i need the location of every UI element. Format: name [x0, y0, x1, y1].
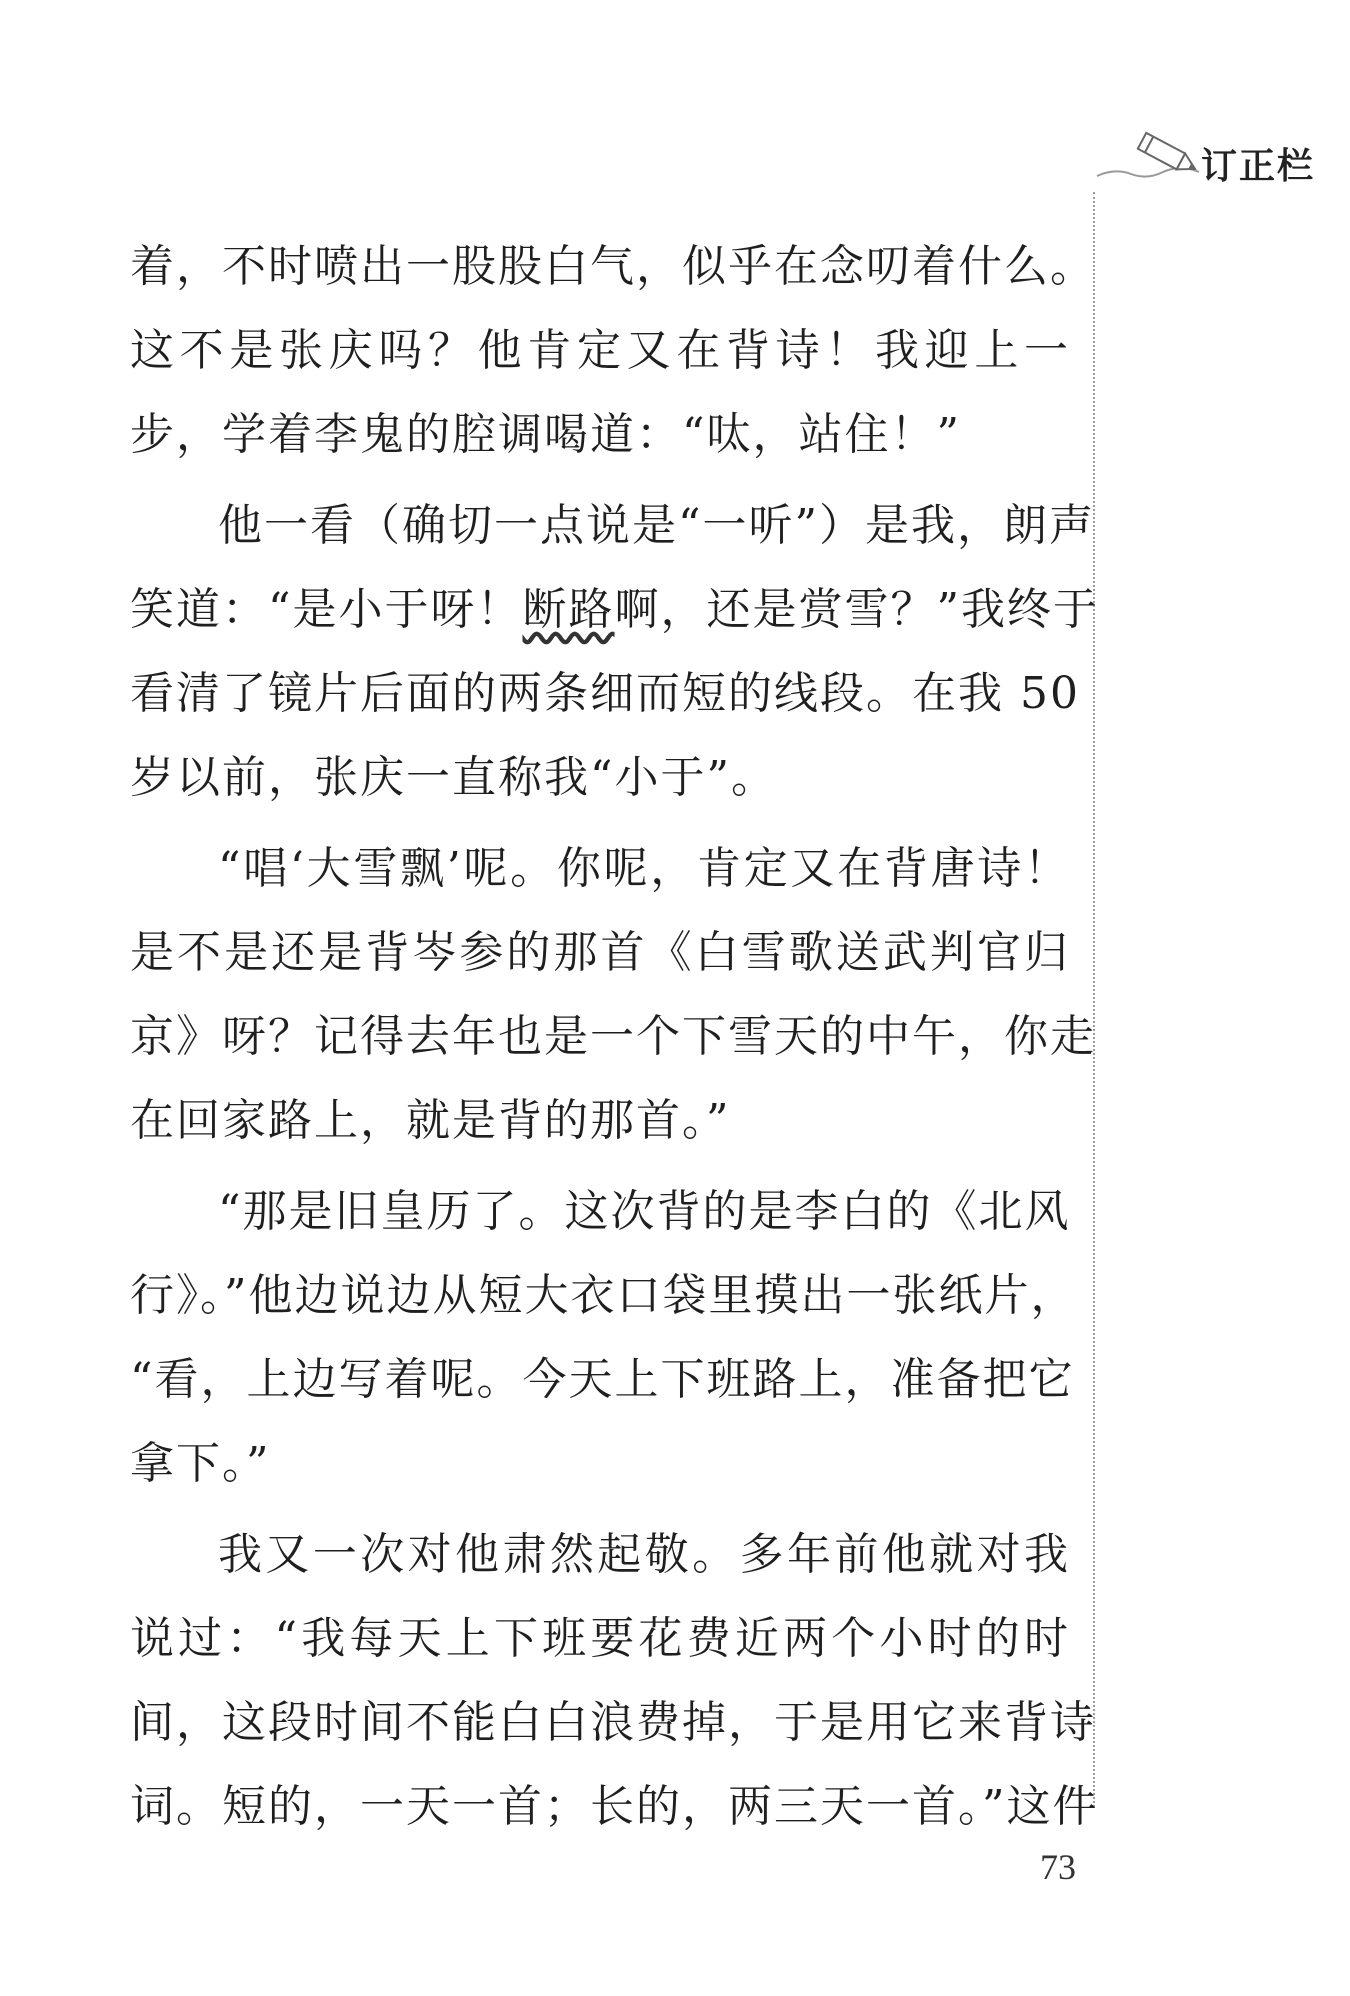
text-line: 步，学着李鬼的腔调喝道：“呔，站住！”: [130, 409, 961, 460]
text-line: 拿下。”: [130, 1438, 271, 1489]
correction-column-header: [1095, 128, 1340, 188]
text-line: 岁以前，张庆一直称我“小于”。: [130, 752, 777, 803]
text-line: “看，上边写着呢。今天上下班路上，准备把它: [130, 1354, 1075, 1405]
paragraph: [130, 225, 1096, 477]
text-line: 间，这段时间不能白白浪费掉，于是用它来背诗: [130, 1697, 1096, 1748]
text-line: “那是旧皇历了。这次背的是李白的《北风: [218, 1186, 1071, 1237]
text-line: 词。短的，一天一首；长的，两三天一首。”这件: [130, 1781, 1099, 1832]
text-line: 京》呀？记得去年也是一个下雪天的中午，你走: [130, 1011, 1096, 1062]
page-number: 73: [1040, 1847, 1076, 1887]
text-segment: 笑道：“是小于呀！: [130, 584, 523, 635]
underlined-word: 断路: [522, 584, 615, 635]
text-line: 说过：“我每天上下班要花费近两个小时的时: [130, 1613, 1070, 1664]
text-line: 着，不时喷出一股股白气，似乎在念叨着什么。: [130, 241, 1096, 292]
text-line: 他一看（确切一点说是“一听”）是我，朗声: [218, 500, 1095, 551]
text-segment: 啊，还是赏雪？”我终于: [614, 584, 1099, 635]
text-line: 看清了镜片后面的两条细而短的线段。在我 50: [130, 668, 1080, 719]
paragraph: [130, 827, 1096, 1163]
correction-column-title: 订正栏: [1201, 146, 1316, 187]
margin-divider: [1093, 192, 1095, 1807]
text-line: 是不是还是背岑参的那首《白雪歌送武判官归: [130, 927, 1070, 978]
paragraph: [130, 1513, 1099, 1849]
paragraph: [130, 1170, 1077, 1506]
text-line: 行》。”他边说边从短大衣口袋里摸出一张纸片，: [130, 1270, 1077, 1321]
text-line: 我又一次对他肃然起敬。多年前他就对我: [218, 1529, 1070, 1580]
text-line: 在回家路上，就是背的那首。”: [130, 1095, 731, 1146]
paragraph: [130, 484, 1099, 820]
text-line: 这不是张庆吗？他肯定又在背诗！我迎上一: [130, 325, 1070, 376]
article-body: [130, 225, 1099, 1849]
text-line: [130, 568, 1099, 652]
text-line: “唱‘大雪飘’呢。你呢，肯定又在背唐诗！: [218, 843, 1070, 894]
pencil-icon: [1095, 128, 1205, 188]
